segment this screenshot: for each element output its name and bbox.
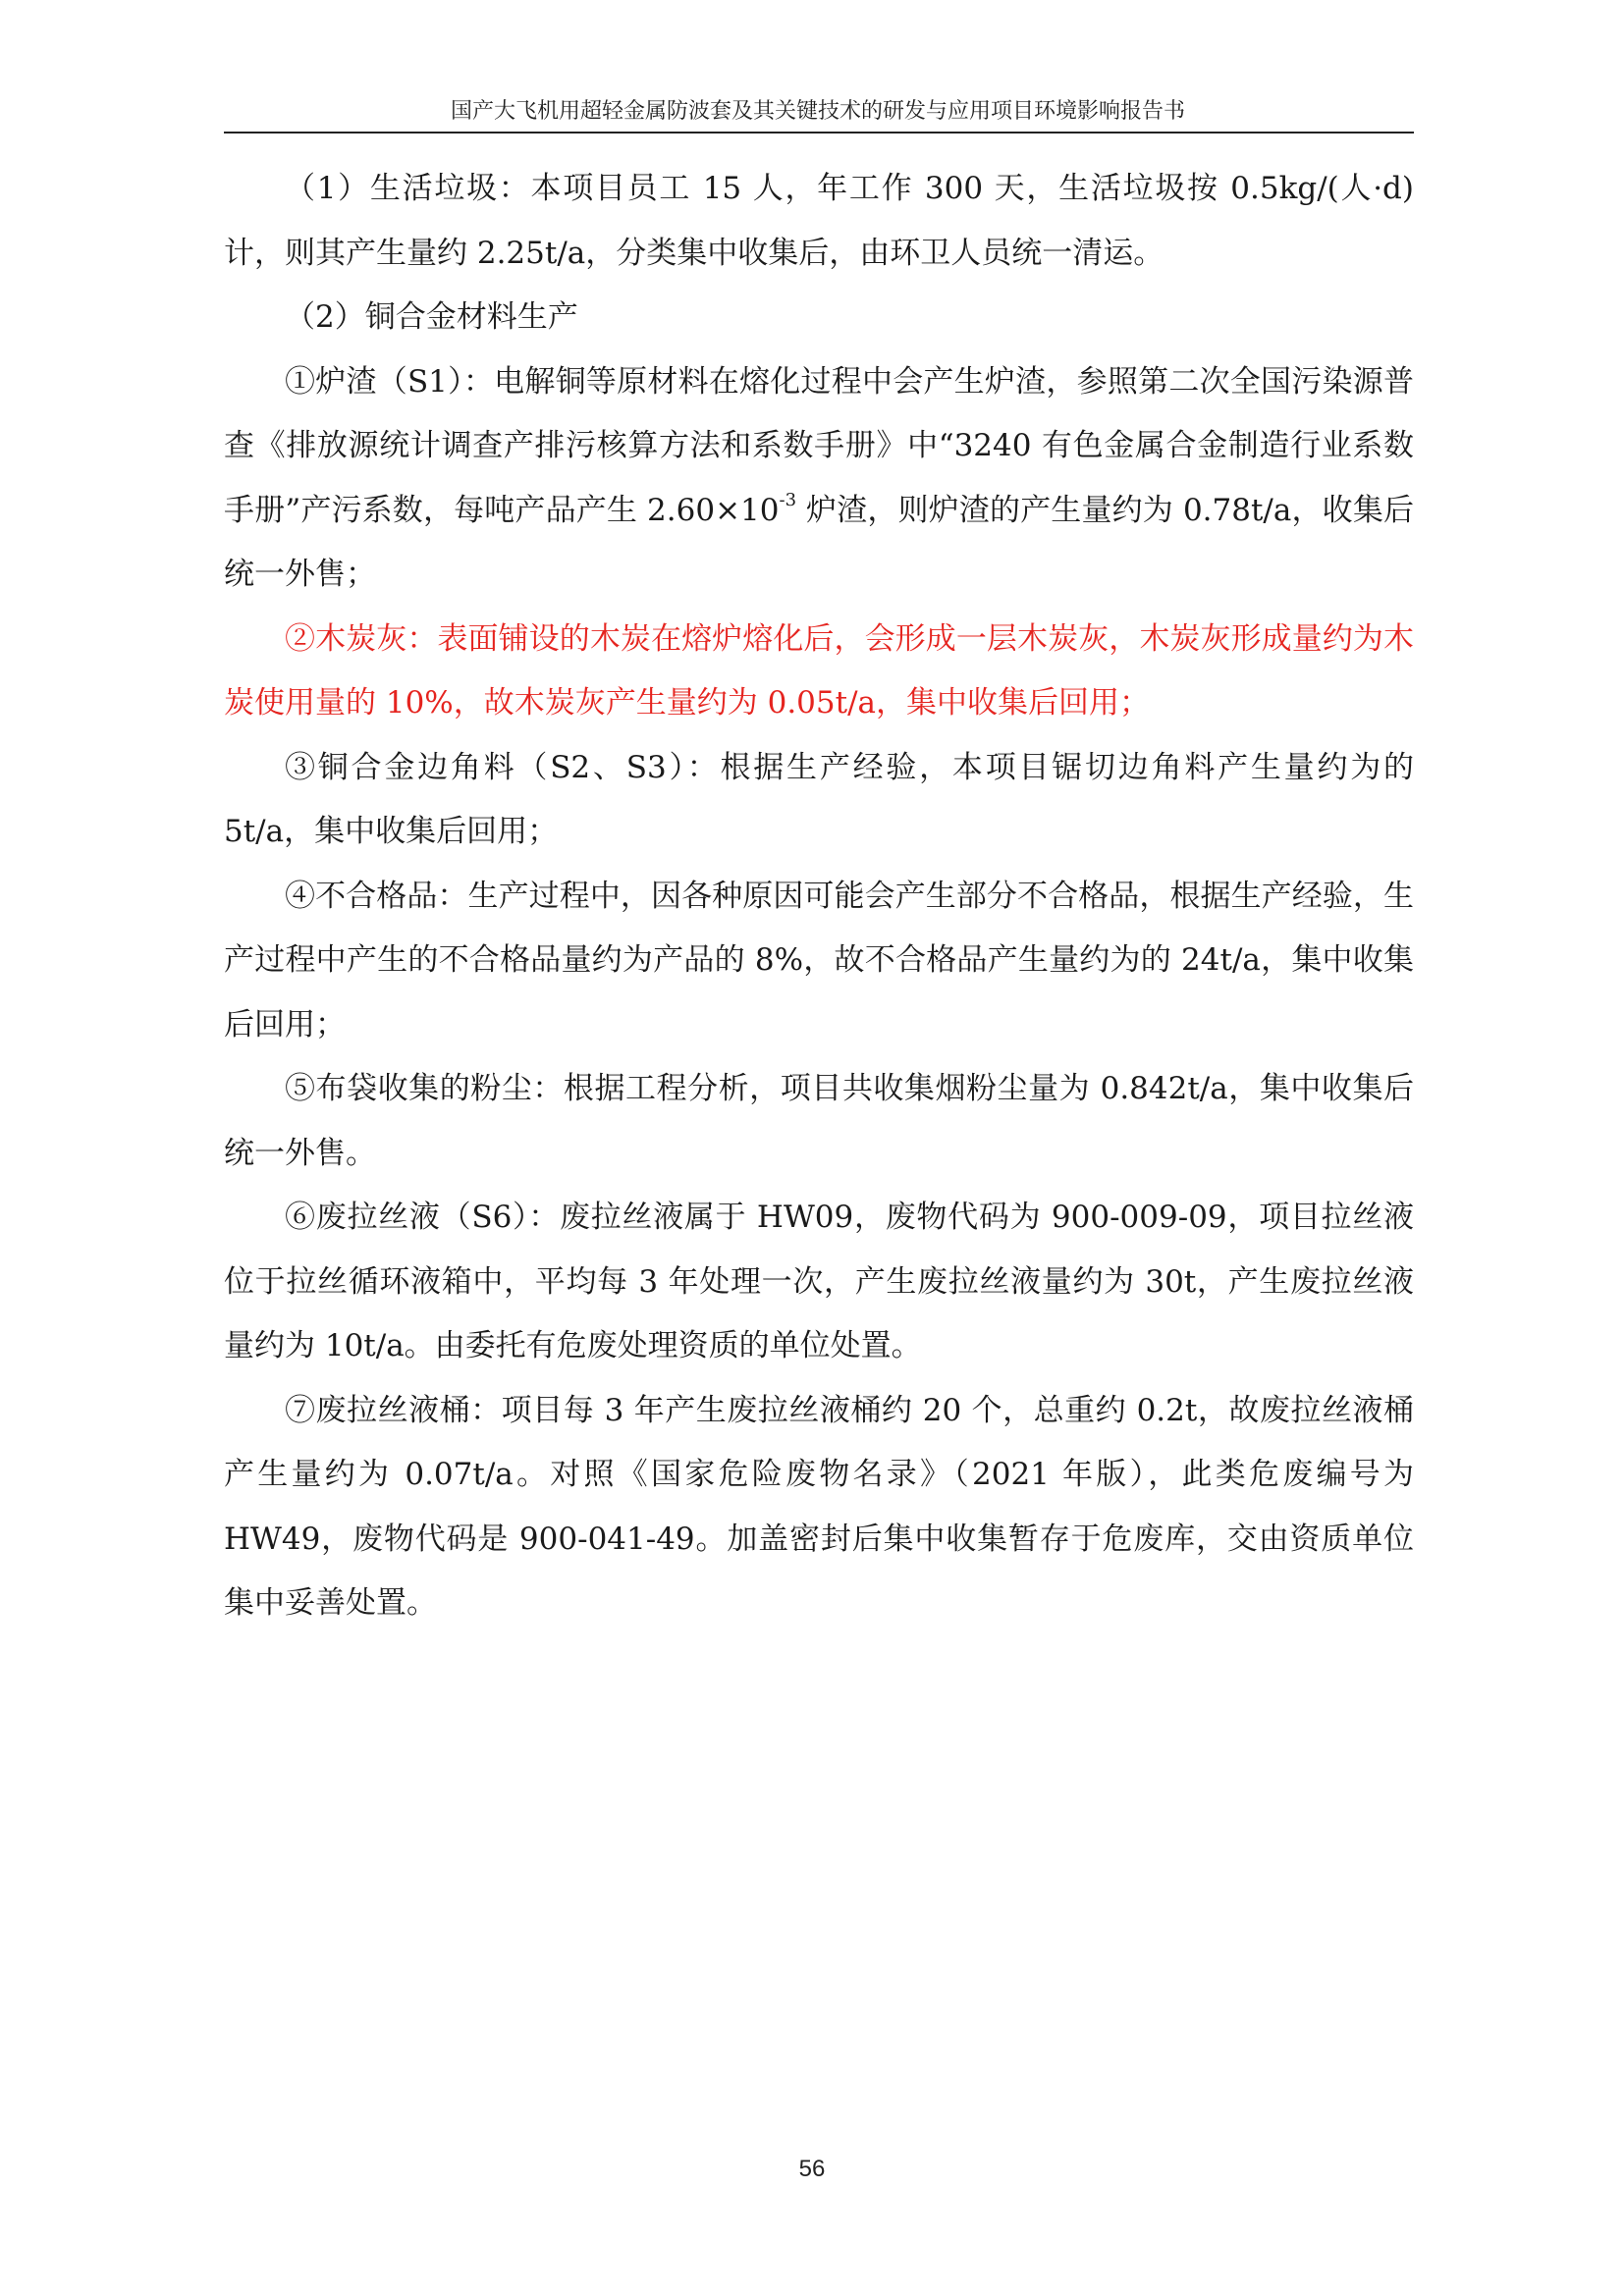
paragraph-slag	[224, 350, 1414, 608]
paragraph-domestic-waste: （1）生活垃圾：本项目员工 15 人，年工作 300 天，生活垃圾按 0.5kg/(人·d)计，则其产生量约 2.25t/a，分类集中收集后，由环卫人员统一清运。	[224, 171, 1414, 271]
document-body	[224, 157, 1414, 1636]
slag-text-before: ①炉渣（S1）：电解铜等原材料在熔化过程中会产生炉渣，参照第二次全国污染源普查《排放源统计调查产排污核算方法和系数手册》中“3240 有色金属合金制造行业系数手册”产污系数，每吨产品产生 2.60×10	[224, 363, 1414, 528]
paragraph-dust: ⑤布袋收集的粉尘：根据工程分析，项目共收集烟粉尘量为 0.842t/a，集中收集后统一外售。	[224, 1071, 1414, 1171]
slag-text-after: 炉渣，则炉渣的产生量约为 0.78t/a，收集后统一外售；	[224, 492, 1414, 592]
page-number: 56	[798, 2156, 826, 2182]
paragraph-scrap: ③铜合金边角料（S2、S3）：根据生产经验，本项目锯切边角料产生量约为的 5t/a，集中收集后回用；	[224, 749, 1414, 849]
paragraph-rejects: ④不合格品：生产过程中，因各种原因可能会产生部分不合格品，根据生产经验，生产过程中产生的不合格品量约为产品的 8%，故不合格品产生量约为的 24t/a，集中收集后回用；	[224, 878, 1414, 1042]
paragraph-copper-alloy-heading: （2）铜合金材料生产	[285, 299, 578, 335]
paragraph-fluid-drums: ⑦废拉丝液桶：项目每 3 年产生废拉丝液桶约 20 个，总重约 0.2t，故废拉丝液桶产生量约为 0.07t/a。对照《国家危险废物名录》（2021 年版），此类危废编号为 HW49，废物代码是 900-041-49。加盖密封后集中收集暂存于危废库，交由资质单位集中妥善处置。	[224, 1392, 1414, 1621]
paragraph-charcoal-ash: ②木炭灰：表面铺设的木炭在熔炉熔化后，会形成一层木炭灰，木炭灰形成量约为木炭使用量的 10%，故木炭灰产生量约为 0.05t/a，集中收集后回用；	[224, 620, 1414, 721]
slag-exponent: -3	[779, 490, 797, 511]
document-header: 国产大飞机用超轻金属防波套及其关键技术的研发与应用项目环境影响报告书	[450, 99, 1185, 124]
paragraph-drawing-fluid: ⑥废拉丝液（S6）：废拉丝液属于 HW09，废物代码为 900-009-09，项目拉丝液位于拉丝循环液箱中，平均每 3 年处理一次，产生废拉丝液量约为 30t，产生废拉丝液量约为 10t/a。由委托有危废处理资质的单位处置。	[224, 1200, 1414, 1363]
header-rule	[224, 132, 1414, 133]
